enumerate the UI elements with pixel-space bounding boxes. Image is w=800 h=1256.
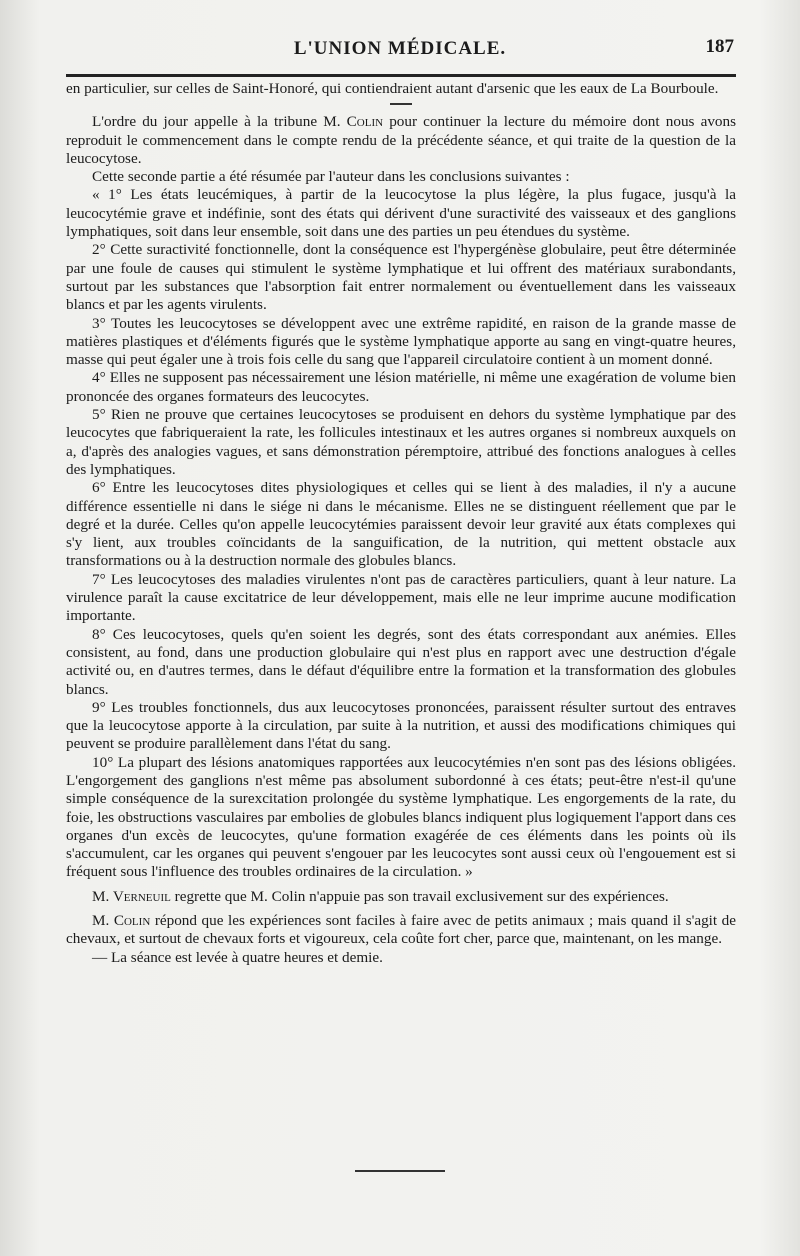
text-run: L'ordre du jour appelle à la tribune: [92, 113, 324, 131]
footer-rule: [355, 1170, 445, 1172]
paragraph-bourboule: en particulier, sur celles de Saint-Honoré, qui contiendraient autant d'arsenic que les eaux de La Bourboule.: [66, 80, 719, 97]
header-rule: [66, 74, 736, 77]
conclusion-6: 6° Entre les leucocytoses dites physiologiques et celles qui se lient à des maladies, il n'y a aucune différence essentielle ni dans le siége ni dans le mécanisme. Elles ne se distinguent réellement que par le degré et la durée. Celles qu'on appelle leucocytémies paraissent devoir leur gravité aux états complexes qui s'y lient, aux troubles coïncidants de la sanguification, de la nutrition, qui mettent obstacle aux transformations ou à la destruction normale des globules blancs.: [66, 479, 736, 570]
paragraph-closing: — La séance est levée à quatre heures et demie.: [92, 948, 383, 966]
text-run: regrette que M. Colin n'appuie pas son travail exclusivement sur des expériences.: [170, 887, 669, 905]
text-run: répond que les expériences sont faciles à faire avec de petits animaux ; mais quand il s'agit de chevaux, et surtout de chevaux forts et vigoureux, cela coûte fort cher, parce que, maintenant, on les mange.: [66, 912, 737, 948]
conclusion-4: 4° Elles ne supposent pas nécessairement une lésion matérielle, ni même une exagération de volume bien prononcée des organes formateurs des leucocytes.: [66, 369, 736, 405]
paragraph-verneuil: [66, 888, 736, 906]
conclusion-5: 5° Rien ne prouve que certaines leucocytoses se produisent en dehors du système lymphatique par des leucocytes que fabriqueraient la rate, les follicules intestinaux et les autres organes si nombreux auxquels on a, d'après des analogies vagues, et sans démonstration péremptoire, attribué des fonctions analogues à celles des lymphatiques.: [66, 406, 736, 478]
conclusion-10: 10° La plupart des lésions anatomiques rapportées aux leucocytémies n'en sont pas des lésions obligées. L'engorgement des ganglions n'est même pas absolument subordonné à ces états; peut-être n'est-il qu'une simple conséquence de la surexcitation prolongée du système lymphatique. Les engorgements de la rate, du foie, les obstructions vasculaires par embolies de globules blancs indiquent plus logiquement l'apport dans ces organes d'un excès de leucocytes, qu'une formation exagérée de ces éléments dans les points où ils s'accumulent, car les organes qui peuvent s'engouer par les leucocytes sont aussi ceux où l'engouement est si fréquent sous l'influence des troubles ordinaires de la circulation. »: [66, 753, 736, 881]
conclusion-3: 3° Toutes les leucocytoses se développent avec une extrême rapidité, en raison de la grande masse de matières plastiques et d'éléments figurés que le système lymphatique apporte au sang en vingt-quatre heures, masse qui peut égaler une à trois fois celle du sang que l'appareil circulatoire contient à un moment donné.: [66, 314, 736, 369]
section-separator: [390, 103, 412, 105]
conclusion-9: 9° Les troubles fonctionnels, dus aux leucocytoses prononcées, paraissent résulter surtout des entraves que la leucocytose apporte à la circulation, par suite à la nutrition, et aussi des modifications chimiques qui peuvent se produire parallèlement dans l'état du sang.: [66, 698, 736, 753]
paragraph-colin-intro: [66, 113, 736, 168]
conclusion-2: 2° Cette suractivité fonctionnelle, dont la conséquence est l'hypergénèse globulaire, peut être déterminée par une foule de causes qui stimulent le système lymphatique et lui offrent des matériaux surabondants, surtout par les substances que l'absorption fait entrer normalement ou éventuellement dans les vaisseaux blancs et par les agents virulents.: [66, 241, 736, 314]
article-body: [66, 80, 736, 967]
page-number: 187: [705, 36, 734, 57]
speaker-name: M. Colin: [92, 912, 151, 930]
text-run: pour continuer la lecture du mémoire dont nous avons reproduit le commencement dans le compte rendu de la précédente séance, et qui traite de la question de la leucocytose.: [66, 113, 737, 167]
conclusion-7: 7° Les leucocytoses des maladies virulentes n'ont pas de caractères particuliers, quant à leur nature. La virulence paraît la cause excitatrice de leur développement, mais elle ne leur imprime aucune modification importante.: [66, 570, 736, 625]
speaker-name: M. Verneuil: [92, 887, 171, 905]
conclusion-8: 8° Ces leucocytoses, quels qu'en soient les degrés, sont des états correspondant aux anémies. Elles consistent, au fond, dans une production globulaire qui n'est plus en rapport avec une destruction d'égale activité ou, en d'autres termes, dans le défaut d'équilibre entre la formation et la transformation des globules blancs.: [66, 625, 736, 698]
paragraph-summary-intro: Cette seconde partie a été résumée par l'auteur dans les conclusions suivantes :: [92, 168, 570, 186]
running-head: [66, 34, 734, 64]
conclusion-1: « 1° Les états leucémiques, à partir de la leucocytose la plus légère, la plus fugace, jusqu'à la leucocytémie grave et indéfinie, sont des états qui dérivent d'une suractivité des vaisseaux et des ganglions lymphatiques, soit dans leur ensemble, soit dans une des parties un peu étendues du système.: [66, 186, 736, 241]
running-title: L'UNION MÉDICALE.: [293, 38, 507, 59]
paragraph-colin-reply: [66, 912, 736, 949]
speaker-name: M. Colin: [323, 113, 384, 131]
